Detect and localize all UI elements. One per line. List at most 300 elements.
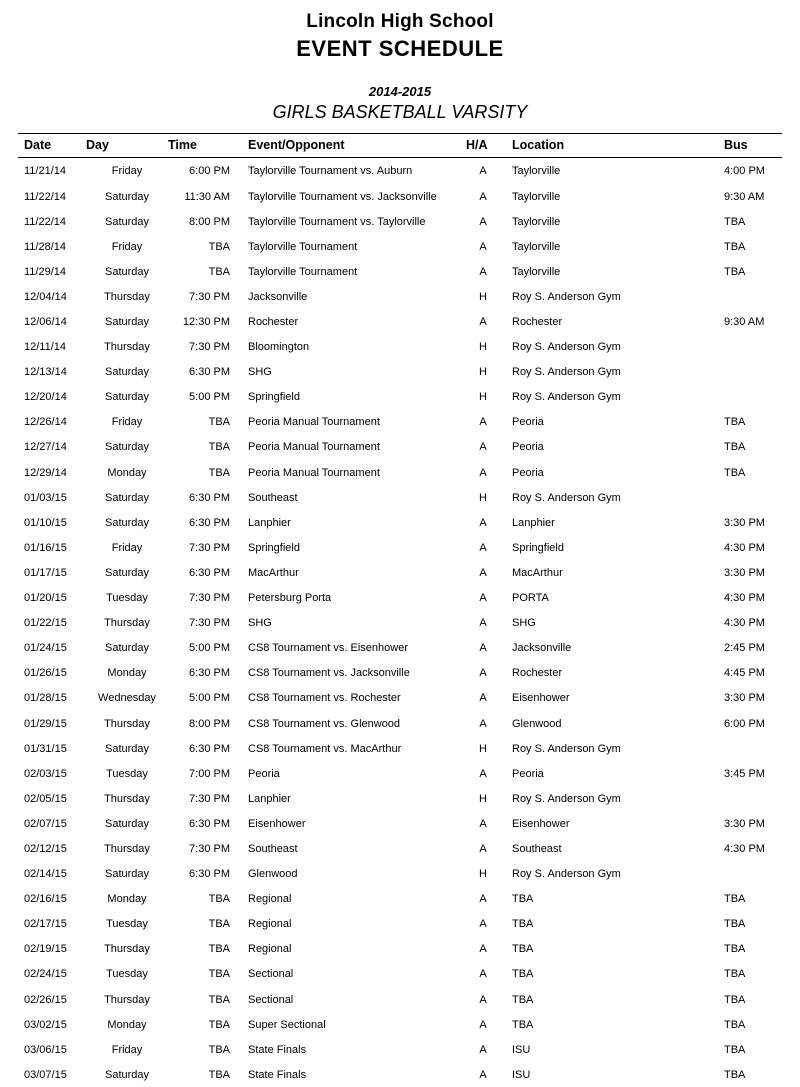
table-row (18, 460, 782, 485)
cell-location: Springfield (512, 541, 564, 554)
cell-location: ISU (512, 1043, 531, 1056)
cell-ha: A (479, 1043, 487, 1056)
cell-ha: A (479, 416, 487, 429)
cell-time: 7:30 PM (189, 541, 230, 554)
cell-date: 11/22/14 (24, 190, 67, 203)
table-row (18, 685, 782, 710)
cell-bus: 3:30 PM (724, 516, 765, 529)
cell-bus: 9:30 AM (724, 316, 765, 328)
cell-location: Roy S. Anderson Gym (512, 290, 621, 303)
cell-day: Thursday (104, 943, 150, 956)
cell-time: TBA (208, 1043, 230, 1056)
cell-ha: H (479, 391, 487, 404)
cell-day: Saturday (104, 642, 150, 655)
cell-day: Saturday (104, 366, 150, 379)
cell-opponent: Taylorville Tournament (248, 265, 358, 278)
table-row (18, 610, 782, 635)
cell-ha: A (479, 316, 487, 328)
cell-bus: 3:30 PM (724, 566, 765, 579)
table-row (18, 1062, 782, 1087)
cell-day: Monday (107, 667, 147, 680)
cell-time: 11:30 AM (184, 190, 230, 203)
cell-time: TBA (208, 1068, 230, 1081)
cell-date: 12/04/14 (24, 290, 67, 303)
cell-time: 6:30 PM (189, 868, 230, 881)
cell-ha: H (479, 290, 487, 303)
cell-bus: 4:30 PM (724, 592, 765, 605)
cell-ha: A (479, 566, 487, 579)
table-row (18, 309, 782, 334)
table-row (18, 786, 782, 811)
cell-day: Thursday (104, 717, 150, 730)
cell-day: Saturday (104, 190, 150, 203)
cell-bus: 3:30 PM (724, 817, 765, 830)
cell-bus (702, 485, 782, 510)
cell-location: Taylorville (512, 165, 561, 178)
cell-ha: A (479, 767, 487, 780)
cell-location: Peoria (512, 416, 544, 429)
cell-ha: H (479, 792, 487, 805)
cell-opponent: Springfield (248, 391, 300, 404)
cell-ha: A (479, 842, 487, 855)
table-row (18, 635, 782, 660)
cell-location: Lanphier (512, 516, 555, 529)
cell-time: 7:00 PM (189, 767, 230, 780)
cell-location: Roy S. Anderson Gym (512, 391, 621, 404)
sport-label: GIRLS BASKETBALL VARSITY (272, 101, 528, 122)
cell-bus: TBA (724, 416, 746, 429)
cell-day: Saturday (104, 441, 150, 454)
cell-time: TBA (208, 416, 230, 429)
column-header-ha: H/A (466, 134, 500, 158)
cell-ha: H (479, 491, 487, 504)
cell-time: 8:00 PM (189, 717, 230, 730)
schedule-table (18, 133, 782, 1086)
cell-day: Saturday (104, 491, 150, 504)
cell-date: 02/05/15 (24, 792, 67, 805)
cell-ha: A (479, 817, 487, 830)
cell-bus: TBA (724, 968, 746, 981)
table-row (18, 660, 782, 685)
cell-location: Taylorville (512, 190, 561, 203)
cell-day: Friday (111, 165, 143, 178)
cell-day: Friday (111, 240, 143, 253)
cell-opponent: Taylorville Tournament vs. Auburn (248, 165, 413, 178)
page-title: EVENT SCHEDULE (296, 35, 504, 61)
cell-bus: TBA (724, 441, 746, 454)
cell-location: Roy S. Anderson Gym (512, 366, 621, 379)
cell-ha: A (479, 667, 487, 680)
cell-day: Monday (107, 466, 147, 479)
school-name: Lincoln High School (306, 11, 494, 32)
cell-time: 6:30 PM (189, 491, 230, 504)
table-row (18, 711, 782, 736)
cell-date: 01/31/15 (24, 742, 67, 755)
table-row (18, 861, 782, 886)
cell-day: Saturday (104, 516, 150, 529)
cell-bus (702, 334, 782, 359)
cell-date: 03/06/15 (24, 1043, 67, 1056)
cell-ha: A (479, 190, 487, 203)
cell-bus: 6:00 PM (724, 717, 765, 730)
cell-location: TBA (512, 918, 534, 931)
cell-date: 02/17/15 (24, 918, 67, 931)
cell-day: Saturday (104, 265, 150, 278)
cell-time: 6:30 PM (189, 817, 230, 830)
cell-ha: H (479, 341, 487, 354)
table-row (18, 886, 782, 911)
cell-day: Tuesday (106, 592, 148, 605)
cell-day: Monday (107, 893, 147, 906)
cell-opponent: Super Sectional (248, 1018, 326, 1031)
cell-opponent: Regional (248, 893, 292, 906)
column-header-day: Day (86, 134, 168, 158)
cell-bus: TBA (724, 1068, 746, 1081)
cell-location: TBA (512, 943, 534, 956)
cell-bus: 2:45 PM (724, 642, 765, 655)
cell-bus (702, 786, 782, 811)
cell-ha: A (479, 642, 487, 655)
cell-time: 12:30 PM (182, 316, 230, 328)
column-header-date: Date (18, 134, 86, 158)
cell-bus: 3:45 PM (724, 767, 765, 780)
cell-bus: 9:30 AM (724, 190, 765, 203)
cell-day: Saturday (104, 391, 150, 404)
cell-location: TBA (512, 1018, 534, 1031)
cell-time: TBA (208, 265, 230, 278)
table-header (18, 134, 782, 158)
cell-date: 12/20/14 (24, 391, 67, 404)
cell-ha: A (479, 993, 487, 1006)
cell-bus: 4:30 PM (724, 541, 765, 554)
cell-bus: TBA (724, 466, 746, 479)
table-row (18, 911, 782, 936)
cell-time: 5:00 PM (189, 642, 230, 655)
cell-location: TBA (512, 893, 534, 906)
cell-day: Saturday (104, 1068, 150, 1081)
table-row (18, 560, 782, 585)
cell-day: Tuesday (106, 918, 148, 931)
cell-opponent: Taylorville Tournament (248, 240, 358, 253)
cell-time: 5:00 PM (189, 692, 230, 705)
cell-bus: 4:45 PM (724, 667, 765, 680)
column-header-opponent: Event/Opponent (230, 134, 466, 158)
cell-time: TBA (208, 1018, 230, 1031)
cell-date: 02/07/15 (24, 817, 67, 830)
table-row (18, 761, 782, 786)
cell-bus: TBA (724, 993, 746, 1006)
cell-time: TBA (208, 240, 230, 253)
cell-opponent: Regional (248, 943, 292, 956)
cell-opponent: CS8 Tournament vs. Eisenhower (248, 642, 408, 655)
cell-ha: A (479, 617, 487, 630)
cell-date: 01/16/15 (24, 541, 67, 554)
cell-ha: A (479, 466, 487, 479)
cell-bus: TBA (724, 918, 746, 931)
cell-day: Saturday (104, 742, 150, 755)
cell-day: Thursday (104, 341, 150, 354)
table-row (18, 535, 782, 560)
table-row (18, 434, 782, 459)
cell-time: 7:30 PM (189, 290, 230, 303)
table-row (18, 259, 782, 284)
cell-date: 12/13/14 (24, 366, 67, 379)
cell-ha: A (479, 1018, 487, 1031)
cell-time: 6:30 PM (189, 566, 230, 579)
cell-location: Peoria (512, 767, 544, 780)
cell-date: 01/28/15 (24, 692, 67, 705)
cell-bus: TBA (724, 240, 746, 253)
cell-opponent: Taylorville Tournament vs. Jacksonville (248, 190, 437, 203)
cell-date: 02/12/15 (24, 842, 67, 855)
cell-opponent: Lanphier (248, 516, 291, 529)
cell-bus (702, 736, 782, 761)
season-label: 2014-2015 (368, 84, 432, 100)
cell-time: 6:30 PM (189, 516, 230, 529)
table-row (18, 334, 782, 359)
cell-location: Peoria (512, 441, 544, 454)
cell-date: 11/28/14 (24, 240, 67, 253)
cell-opponent: Bloomington (248, 341, 310, 354)
cell-ha: A (479, 541, 487, 554)
cell-ha: A (479, 240, 487, 253)
cell-time: 6:30 PM (189, 742, 230, 755)
cell-day: Friday (111, 541, 143, 554)
cell-ha: A (479, 215, 487, 228)
cell-bus: TBA (724, 1043, 746, 1056)
cell-time: 5:00 PM (189, 391, 230, 404)
cell-location: Eisenhower (512, 817, 570, 830)
table-row (18, 1012, 782, 1037)
cell-location: Peoria (512, 466, 544, 479)
table-row (18, 1037, 782, 1062)
cell-opponent: Southeast (248, 842, 298, 855)
cell-bus (702, 359, 782, 384)
cell-ha: A (479, 441, 487, 454)
cell-opponent: CS8 Tournament vs. MacArthur (248, 742, 402, 755)
cell-date: 03/02/15 (24, 1018, 67, 1031)
cell-location: TBA (512, 968, 534, 981)
cell-date: 11/29/14 (24, 265, 67, 278)
cell-date: 12/27/14 (24, 441, 67, 454)
cell-time: 8:00 PM (189, 215, 230, 228)
table-header-row (18, 134, 782, 158)
cell-time: 7:30 PM (189, 842, 230, 855)
cell-opponent: Sectional (248, 968, 294, 981)
table-row (18, 485, 782, 510)
cell-date: 12/26/14 (24, 416, 67, 429)
cell-bus: TBA (724, 893, 746, 906)
cell-day: Tuesday (106, 968, 148, 981)
table-row (18, 234, 782, 259)
table-row (18, 209, 782, 234)
cell-time: TBA (208, 968, 230, 981)
cell-bus (702, 284, 782, 309)
table-row (18, 836, 782, 861)
cell-ha: A (479, 265, 487, 278)
cell-location: TBA (512, 993, 534, 1006)
cell-time: TBA (208, 943, 230, 956)
cell-time: TBA (208, 893, 230, 906)
cell-bus: TBA (724, 943, 746, 956)
cell-date: 02/19/15 (24, 943, 67, 956)
cell-date: 01/03/15 (24, 491, 67, 504)
cell-opponent: State Finals (248, 1043, 307, 1056)
document-header (18, 10, 782, 123)
cell-opponent: Southeast (248, 491, 298, 504)
cell-opponent: Regional (248, 918, 292, 931)
cell-bus: TBA (724, 265, 746, 278)
cell-ha: H (479, 742, 487, 755)
column-header-bus: Bus (702, 134, 782, 158)
cell-day: Saturday (104, 817, 150, 830)
cell-opponent: CS8 Tournament vs. Glenwood (248, 717, 401, 730)
table-row (18, 585, 782, 610)
table-row (18, 510, 782, 535)
cell-location: SHG (512, 617, 536, 630)
cell-time: 7:30 PM (189, 592, 230, 605)
cell-date: 01/29/15 (24, 717, 67, 730)
table-body (18, 158, 782, 1087)
cell-ha: A (479, 692, 487, 705)
cell-location: Jacksonville (512, 642, 572, 655)
cell-opponent: Lanphier (248, 792, 291, 805)
table-row (18, 936, 782, 961)
cell-bus (702, 384, 782, 409)
table-row (18, 284, 782, 309)
cell-date: 02/16/15 (24, 893, 67, 906)
cell-opponent: MacArthur (248, 566, 299, 579)
cell-ha: A (479, 592, 487, 605)
cell-time: 6:00 PM (189, 165, 230, 178)
cell-opponent: CS8 Tournament vs. Jacksonville (248, 667, 410, 680)
cell-location: Rochester (512, 667, 563, 680)
cell-opponent: Peoria Manual Tournament (248, 466, 380, 479)
cell-opponent: SHG (248, 617, 272, 630)
table-row (18, 736, 782, 761)
cell-location: PORTA (512, 592, 549, 605)
cell-date: 01/22/15 (24, 617, 67, 630)
cell-time: 7:30 PM (189, 792, 230, 805)
cell-location: Taylorville (512, 215, 561, 228)
cell-location: Roy S. Anderson Gym (512, 868, 621, 881)
cell-opponent: SHG (248, 366, 272, 379)
cell-day: Thursday (104, 792, 150, 805)
cell-ha: A (479, 717, 487, 730)
cell-date: 11/22/14 (24, 215, 67, 228)
cell-day: Thursday (104, 993, 150, 1006)
cell-opponent: State Finals (248, 1068, 307, 1081)
cell-time: TBA (208, 918, 230, 931)
cell-date: 11/21/14 (24, 165, 67, 178)
cell-time: TBA (208, 993, 230, 1006)
cell-ha: A (479, 165, 487, 178)
cell-ha: H (479, 868, 487, 881)
cell-location: Roy S. Anderson Gym (512, 792, 621, 805)
cell-location: Taylorville (512, 265, 561, 278)
table-row (18, 987, 782, 1012)
cell-location: Rochester (512, 316, 563, 328)
cell-opponent: Peoria Manual Tournament (248, 441, 380, 454)
table-row (18, 384, 782, 409)
cell-date: 12/11/14 (24, 341, 67, 354)
table-row (18, 811, 782, 836)
cell-day: Saturday (104, 215, 150, 228)
cell-bus (702, 861, 782, 886)
cell-ha: A (479, 968, 487, 981)
cell-location: Roy S. Anderson Gym (512, 742, 621, 755)
cell-time: 7:30 PM (189, 617, 230, 630)
cell-ha: A (479, 516, 487, 529)
cell-location: Taylorville (512, 240, 561, 253)
cell-location: Eisenhower (512, 692, 570, 705)
cell-date: 01/17/15 (24, 566, 67, 579)
table-row (18, 158, 782, 184)
column-header-time: Time (168, 134, 230, 158)
cell-day: Thursday (104, 842, 150, 855)
cell-date: 02/14/15 (24, 868, 67, 881)
cell-time: 7:30 PM (189, 341, 230, 354)
cell-day: Saturday (104, 566, 150, 579)
table-row (18, 359, 782, 384)
cell-opponent: Jacksonville (248, 290, 308, 303)
cell-bus: TBA (724, 215, 746, 228)
cell-opponent: Petersburg Porta (248, 592, 332, 605)
cell-ha: A (479, 893, 487, 906)
cell-day: Thursday (104, 290, 150, 303)
cell-bus: 4:30 PM (724, 842, 765, 855)
cell-ha: A (479, 943, 487, 956)
cell-location: ISU (512, 1068, 531, 1081)
cell-day: Tuesday (106, 767, 148, 780)
cell-ha: A (479, 1068, 487, 1081)
table-row (18, 961, 782, 986)
cell-opponent: Springfield (248, 541, 300, 554)
cell-date: 02/03/15 (24, 767, 67, 780)
cell-bus: 4:30 PM (724, 617, 765, 630)
cell-date: 01/10/15 (24, 516, 67, 529)
cell-ha: H (479, 366, 487, 379)
cell-opponent: Sectional (248, 993, 294, 1006)
cell-opponent: Glenwood (248, 868, 298, 881)
cell-opponent: Peoria Manual Tournament (248, 416, 380, 429)
cell-location: MacArthur (512, 566, 563, 579)
cell-day: Monday (107, 1018, 147, 1031)
cell-date: 01/20/15 (24, 592, 67, 605)
cell-location: Glenwood (512, 717, 562, 730)
cell-date: 02/24/15 (24, 968, 67, 981)
cell-location: Roy S. Anderson Gym (512, 491, 621, 504)
cell-day: Thursday (104, 617, 150, 630)
cell-day: Friday (111, 416, 143, 429)
cell-location: Southeast (512, 842, 562, 855)
cell-day: Wednesday (98, 692, 156, 705)
cell-date: 01/26/15 (24, 667, 67, 680)
cell-date: 03/07/15 (24, 1068, 67, 1081)
cell-opponent: Rochester (248, 316, 299, 328)
cell-time: 6:30 PM (189, 366, 230, 379)
column-header-location: Location (500, 134, 702, 158)
cell-bus: 3:30 PM (724, 692, 765, 705)
cell-opponent: Eisenhower (248, 817, 306, 830)
cell-bus: 4:00 PM (724, 165, 765, 178)
cell-time: 6:30 PM (189, 667, 230, 680)
cell-ha: A (479, 918, 487, 931)
cell-day: Saturday (104, 868, 150, 881)
cell-day: Friday (111, 1043, 143, 1056)
cell-opponent: Peoria (248, 767, 280, 780)
table-row (18, 184, 782, 209)
